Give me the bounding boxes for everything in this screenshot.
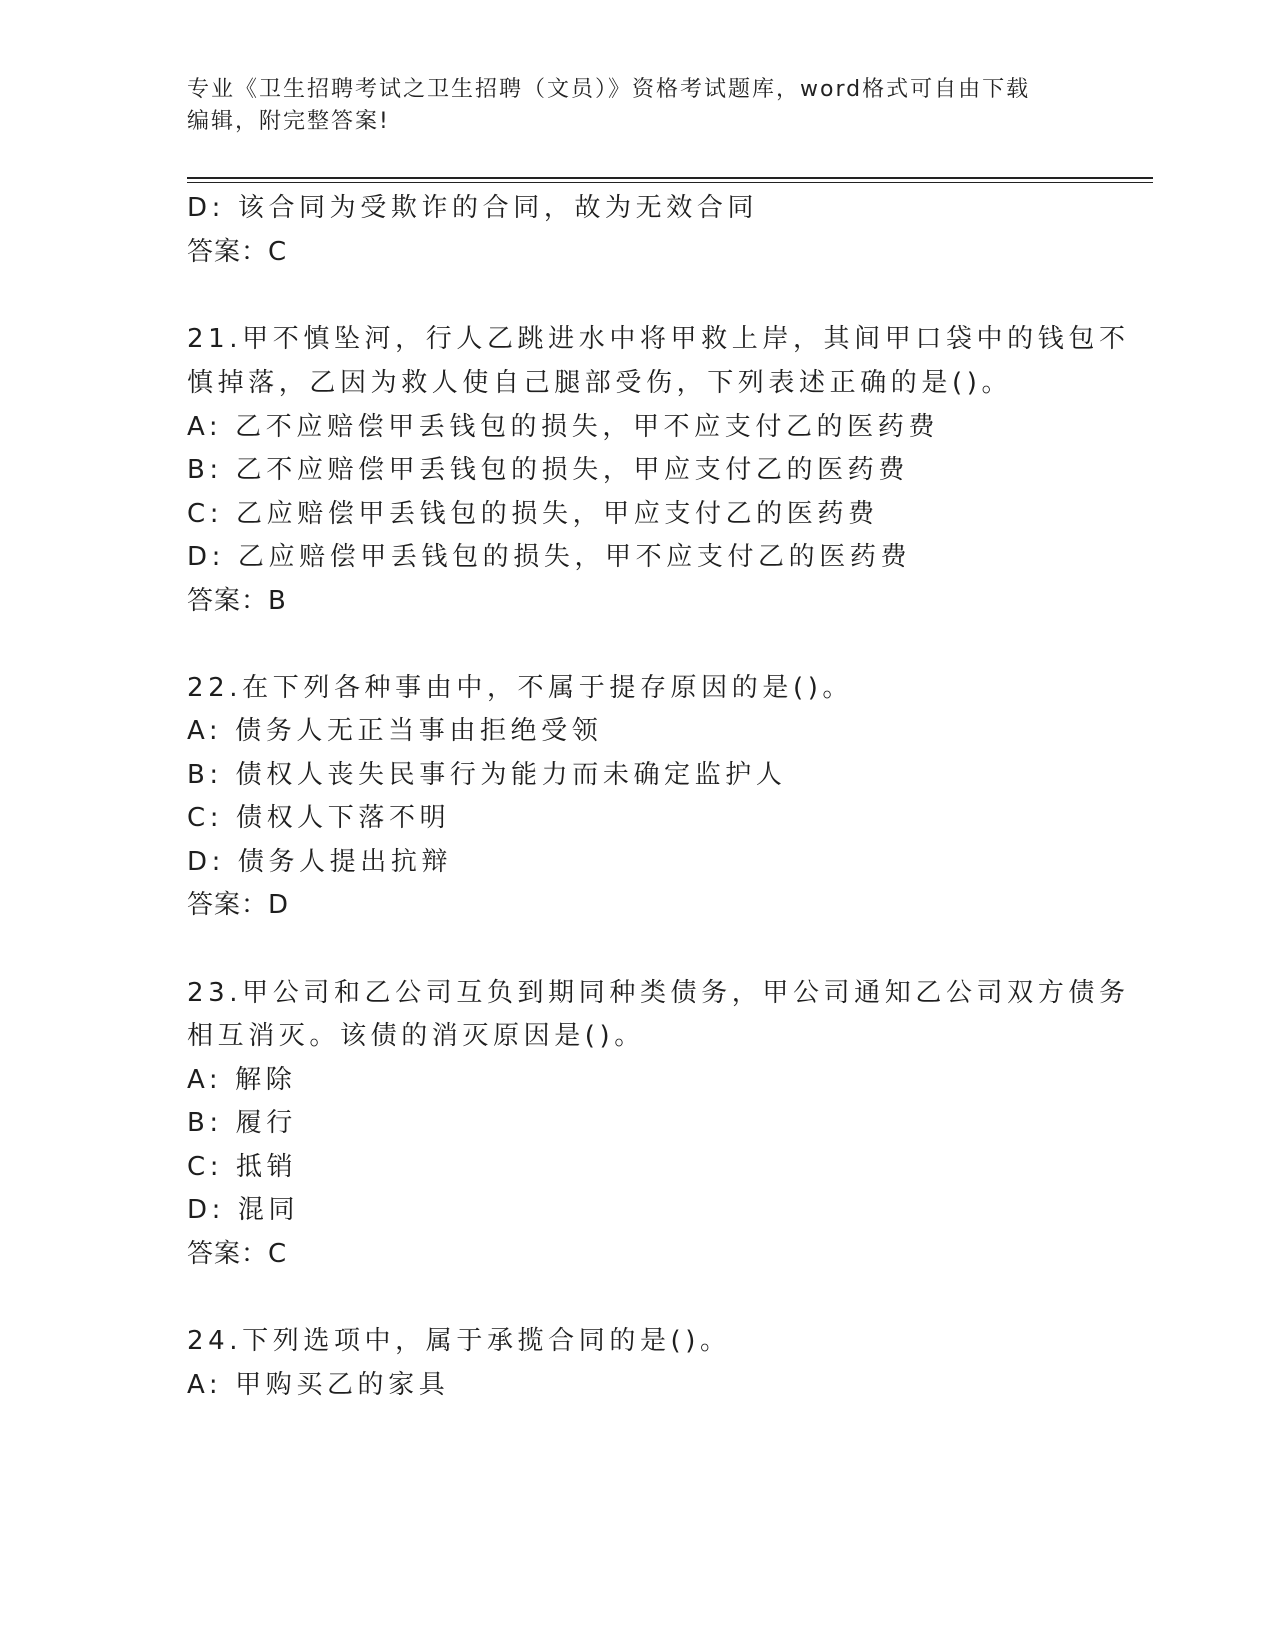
q23-option-d: D: 混同 [187,1195,300,1225]
q22-option-a: A: 债务人无正当事由拒绝受领 [187,716,603,746]
q23-option-c: C: 抵销 [187,1152,298,1182]
q22-option-b: B: 债权人丧失民事行为能力而未确定监护人 [187,760,787,790]
q24-option-a: A: 甲购买乙的家具 [187,1370,450,1400]
prev-answer: 答案：C [187,237,288,267]
q21-option-d: D: 乙应赔偿甲丢钱包的损失，甲不应支付乙的医药费 [187,542,912,572]
q22-stem-line-1: 22.在下列各种事由中，不属于提存原因的是()。 [187,673,854,703]
q24-stem-line-1: 24.下列选项中，属于承揽合同的是()。 [187,1326,731,1356]
q21-option-b: B: 乙不应赔偿甲丢钱包的损失，甲应支付乙的医药费 [187,455,909,485]
q21-stem-line-1: 21.甲不慎坠河，行人乙跳进水中将甲救上岸，其间甲口袋中的钱包不 [187,324,1130,354]
q23-stem-line-2: 相互消灭。该债的消灭原因是()。 [187,1021,645,1051]
title-line-1: 专业《卫生招聘考试之卫生招聘（文员）》资格考试题库，word格式可自由下载 [187,77,1031,102]
document-title [187,74,1087,138]
q23-answer: 答案：C [187,1239,288,1269]
prev-option-d: D: 该合同为受欺诈的合同，故为无效合同 [187,193,759,223]
q21-answer: 答案：B [187,586,287,616]
q23-option-a: A: 解除 [187,1065,297,1095]
q22-option-c: C: 债权人下落不明 [187,803,451,833]
header-divider-thin [187,182,1153,183]
q23-stem-line-1: 23.甲公司和乙公司互负到期同种类债务，甲公司通知乙公司双方债务 [187,978,1130,1008]
q21-option-a: A: 乙不应赔偿甲丢钱包的损失，甲不应支付乙的医药费 [187,412,939,442]
q23-option-b: B: 履行 [187,1108,297,1138]
q22-answer: 答案：D [187,890,290,920]
q22-option-d: D: 债务人提出抗辩 [187,847,453,877]
title-line-2: 编辑，附完整答案! [187,109,390,134]
q21-stem-line-2: 慎掉落，乙因为救人使自己腿部受伤，下列表述正确的是()。 [187,368,1013,398]
q21-option-c: C: 乙应赔偿甲丢钱包的损失，甲应支付乙的医药费 [187,499,879,529]
header-divider-thick [187,177,1153,179]
